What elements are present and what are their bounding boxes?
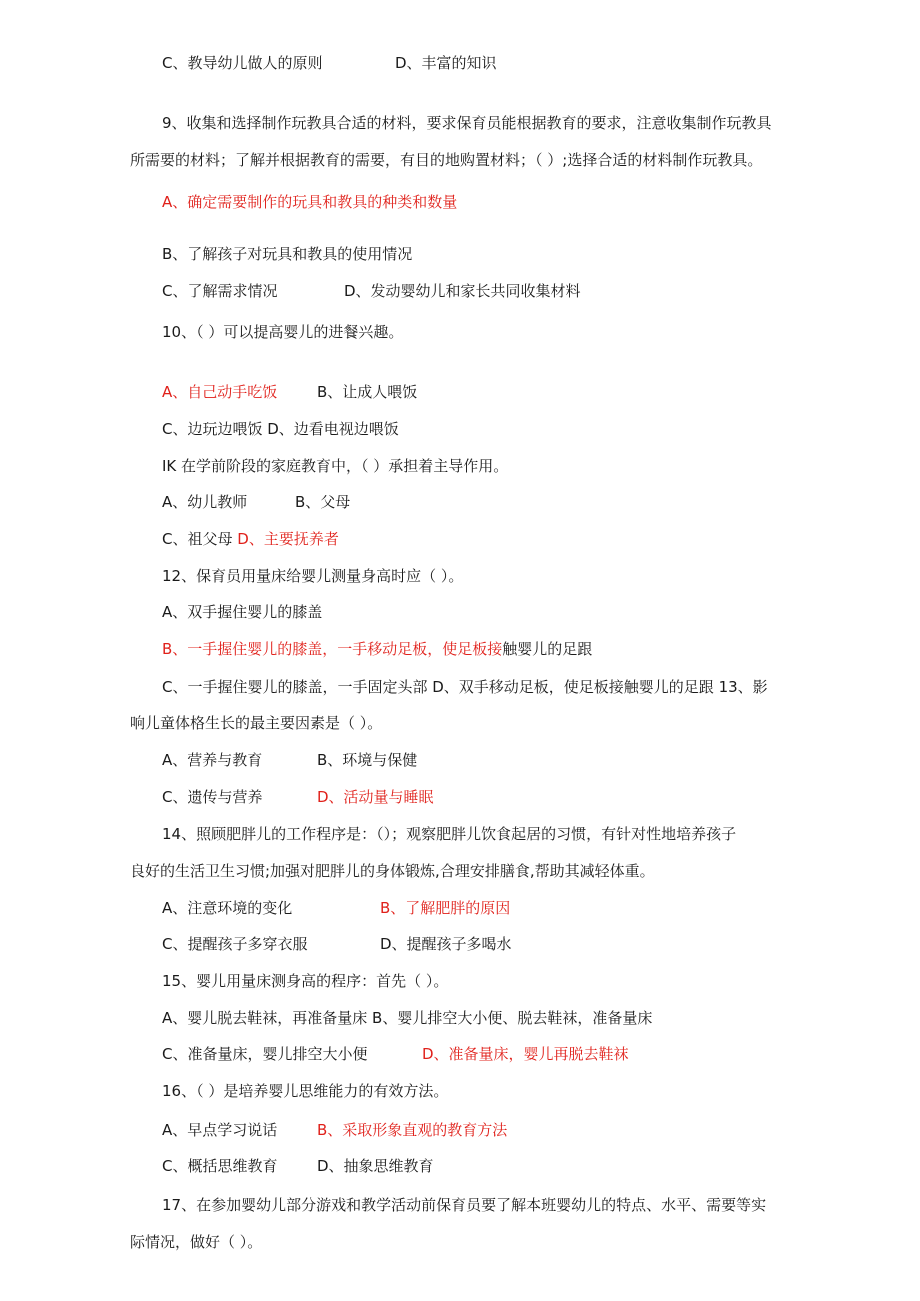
q17-stem-line-2: 际情况，做好（ ）。: [130, 1233, 263, 1251]
q9-option-b: B、了解孩子对玩具和教具的使用情况: [162, 245, 413, 263]
q10-option-a-answer: A、自己动手吃饭: [162, 383, 278, 401]
q14-stem-line-2: 良好的生活卫生习惯;加强对肥胖儿的身体锻炼,合理安排膳食,帮助其减轻体重。: [130, 862, 655, 880]
q14-option-a: A、注意环境的变化: [162, 899, 293, 917]
q15-option-c: C、准备量床，婴儿排空大小便: [162, 1045, 368, 1063]
q11-option-c: C、祖父母: [162, 530, 233, 548]
q16-option-b-answer: B、采取形象直观的教育方法: [317, 1121, 508, 1139]
q12-option-a: A、双手握住婴儿的膝盖: [162, 603, 323, 621]
q13-option-b: B、环境与保健: [317, 751, 418, 769]
q14-option-c: C、提醒孩子多穿衣服: [162, 935, 308, 953]
q10-stem: 10、（ ）可以提高婴儿的进餐兴趣。: [162, 323, 404, 341]
q12-options-cd-and-q13-start: C、一手握住婴儿的膝盖，一手固定头部 D、双手移动足板，使足板接触婴儿的足跟 13、影: [162, 678, 768, 696]
q10-option-b: B、让成人喂饭: [317, 383, 418, 401]
q11-option-d-answer: D、主要抚养者: [237, 530, 339, 548]
q13-stem: 响儿童体格生长的最主要因素是（ ）。: [130, 714, 383, 732]
q14-option-d: D、提醒孩子多喝水: [380, 935, 512, 953]
q13-option-d-answer: D、活动量与睡眠: [317, 788, 434, 806]
q13-option-a: A、营养与教育: [162, 751, 263, 769]
q17-stem-line-1: 17、在参加婴幼儿部分游戏和教学活动前保育员要了解本班婴幼儿的特点、水平、需要等实: [162, 1196, 767, 1214]
q9-stem-line-2: 所需要的材料；了解并根据教育的需要，有目的地购置材料；（ ）;选择合适的材料制作玩教具。: [130, 151, 763, 169]
q12-option-b-tail: 触婴儿的足跟: [502, 640, 593, 658]
q9-option-d: D、发动婴幼儿和家长共同收集材料: [344, 282, 581, 300]
q9-stem-line-1: 9、收集和选择制作玩教具合适的材料，要求保育员能根据教育的要求，注意收集制作玩教具: [162, 114, 772, 132]
q15-option-d-answer: D、准备量床，婴儿再脱去鞋袜: [422, 1045, 629, 1063]
q14-stem-line-1: 14、照顾肥胖儿的工作程序是：（）；观察肥胖儿饮食起居的习惯，有针对性地培养孩子: [162, 825, 737, 843]
q9-option-c: C、了解需求情况: [162, 282, 278, 300]
q10-options-cd: C、边玩边喂饭 D、边看电视边喂饭: [162, 420, 399, 438]
q13-option-c: C、遗传与营养: [162, 788, 263, 806]
q11-stem: IK 在学前阶段的家庭教育中，（ ）承担着主导作用。: [162, 457, 509, 475]
q11-options-cd-row: [162, 529, 339, 549]
q16-stem: 16、（ ）是培养婴儿思维能力的有效方法。: [162, 1082, 449, 1100]
q8-option-c: C、教导幼儿做人的原则: [162, 54, 323, 72]
q11-option-b: B、父母: [295, 493, 351, 511]
q16-option-c: C、概括思维教育: [162, 1157, 278, 1175]
q16-option-a: A、早点学习说话: [162, 1121, 278, 1139]
q12-option-b-row: [162, 639, 592, 659]
q8-option-d: D、丰富的知识: [395, 54, 497, 72]
q15-stem: 15、婴儿用量床测身高的程序：首先（ ）。: [162, 972, 449, 990]
q12-option-b-answer: B、一手握住婴儿的膝盖，一手移动足板，使足板接: [162, 640, 503, 658]
q14-option-b-answer: B、了解肥胖的原因: [380, 899, 511, 917]
q15-options-ab: A、婴儿脱去鞋袜，再准备量床 B、婴儿排空大小便、脱去鞋袜，准备量床: [162, 1009, 653, 1027]
q11-option-a: A、幼儿教师: [162, 493, 248, 511]
q9-option-a-answer: A、确定需要制作的玩具和教具的种类和数量: [162, 193, 458, 211]
q16-option-d: D、抽象思维教育: [317, 1157, 434, 1175]
q12-stem: 12、保育员用量床给婴儿测量身高时应（ ）。: [162, 567, 464, 585]
